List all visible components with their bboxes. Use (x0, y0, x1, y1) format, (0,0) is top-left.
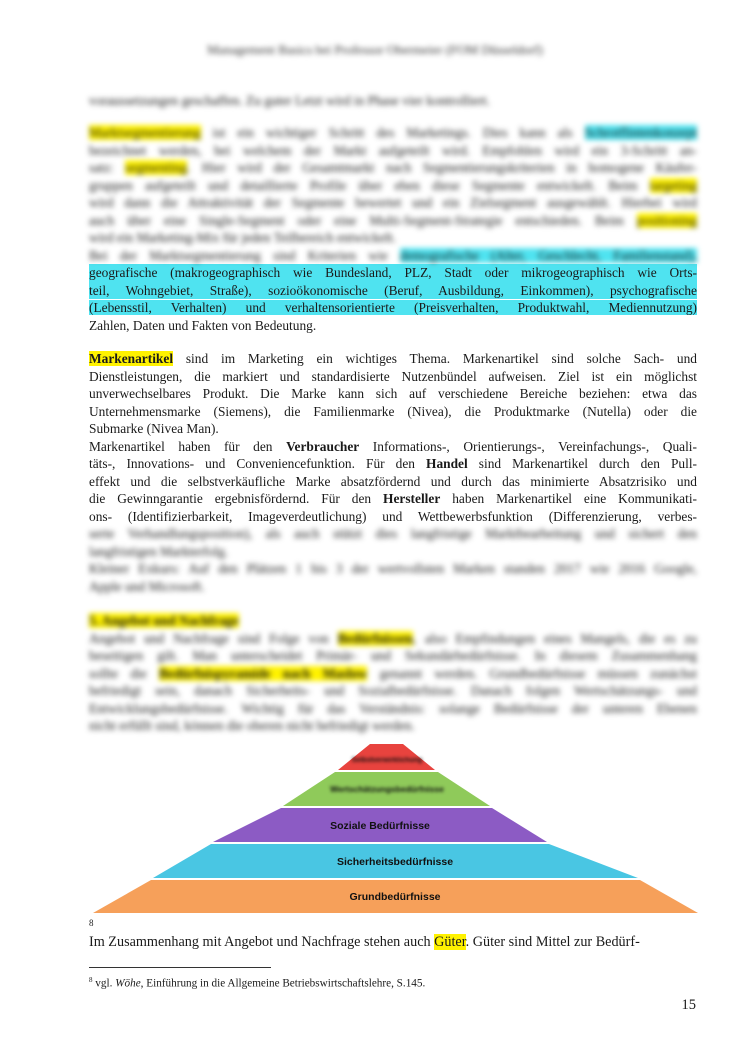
text-line: effekt und die selbstverkäufliche Marke absatzfördernd und durch das minimierte Absatzrisiko und (89, 473, 697, 489)
text-line: teil, Wohngebiet, Straße), sozioökonomische (Beruf, Ausbildung, Einkommen), psychografische (89, 282, 697, 298)
pyramid-label: Soziale Bedürfnisse (330, 820, 430, 832)
text-line: gruppen aufgeteilt und detaillierte Profile über eben diese Segmente entwickelt. Beim targeting (89, 177, 697, 193)
text-line: langfristigen Markterfolg. (89, 543, 229, 559)
text-line: Submarke (Nivea Man). (89, 421, 219, 436)
text-line: Bei der Marktsegmentierung sind Kriterien wie demografische (Alter, Geschlecht, Familienstand), (89, 247, 697, 263)
footnote: $^8$ vgl. Wöhe, Einführung in die Allgemeine Betriebswirtschaftslehre, S.145. (89, 976, 426, 990)
pyramid-label: Sicherheitsbedürfnisse (336, 856, 454, 868)
paragraph-intro: voraussetzungen geschaffen. Zu guter Letzt wird in Phase vier kontrolliert. (89, 93, 490, 108)
footnote-separator (89, 967, 271, 968)
text-line: Markenartikel haben für den Verbraucher Informations-, Orientierungs-, Vereinfachungs-, Quali- (89, 438, 697, 454)
section-heading: 5. Angebot und Nachfrage (89, 613, 239, 628)
highlight-term: targeting (649, 177, 697, 193)
text-line: Unternehmensmarke (Siemens), die Familienmarke (Nivea), die Produktmarke (Nutella) oder die (89, 403, 697, 419)
highlight-term: positioning (636, 212, 697, 228)
highlight-term: Marktsegmentierung (89, 125, 201, 140)
text-line: Dienstleistungen, die markiert und standardisierte Nutzenbündel aufweisen. Ziel ist ein möglichst (89, 368, 697, 384)
text-line: geografische (makrogeographisch wie Bundesland, PLZ, Stadt oder mikrogeographisch wie Orts- (89, 265, 697, 280)
text-line: Marktsegmentierung ist ein wichtiger Schritt des Marketings. Dies kann als Schrotflintenkonzept (89, 125, 697, 140)
page-number: 15 (681, 997, 696, 1013)
footnote-marker: 8 (89, 918, 94, 928)
text-line: beseitigen gilt. Man unterscheidet Primär- und Sekundärbedürfnisse. In diesem Zusammenhang (89, 648, 697, 663)
text-line: ons- (Identifizierbarkeit, Imageverdeutlichung) und Wettbewerbsfunktion (Differenzierung, verbes- (89, 508, 697, 524)
page-header: Management Basics bei Professor Obermeier (FOM Düsseldorf) (207, 42, 543, 57)
pyramid-label: Wertschätzungsbedürfnisse (330, 784, 444, 794)
text-line: Zahlen, Daten und Fakten von Bedeutung. (89, 317, 317, 333)
highlight-term: segmenting (125, 160, 187, 175)
text-line: befriedigt sein, danach Sicherheits- und Sozialbedürfnisse. Danach folgen Wertschätzungs- und (89, 683, 697, 698)
text-line: sollte die Bedürfnispyramide nach Maslow genannt werden. Grundbedürfnisse müssen zunächst (89, 665, 697, 681)
highlight-term: Markenartikel (89, 351, 174, 366)
text-line: die Gewinngarantie ergebnisfördernd. Für den Hersteller haben Markenartikel eine Kommunikati- (89, 491, 697, 506)
closing-sentence: Im Zusammenhang mit Angebot und Nachfrage stehen auch Güter. Güter sind Mittel zur Bedürf- (89, 934, 640, 950)
highlight-term: demografische (Alter, Geschlecht, Familienstand), (400, 247, 697, 263)
text-line: Entwicklungsbedürfnisse. Wichtig für das Verständnis: solange Bedürfnisse der unteren Ebenen (89, 700, 697, 716)
text-line: nicht erfüllt sind, können die oberen nicht befriedigt werden. (89, 718, 415, 733)
text-line: satz: segmenting. Hier wird der Gesamtmarkt nach Segmentierungskriterien in homogene Käufer- (89, 160, 697, 175)
text-line: Kleiner Exkurs: Auf den Plätzen 1 bis 3 der wertvollsten Marken standen 2017 wie 2016 Google, (89, 561, 697, 576)
text-line: Apple und Microsoft. (89, 578, 205, 594)
text-line: unverwechselbares Produkt. Die Marke kann sich auf verschiedene Bereiche beziehen: etwa das (89, 386, 697, 401)
highlight-term: Bedürfnissen (337, 630, 413, 646)
highlight-term: Bedürfnispyramide nach Maslow (158, 665, 368, 681)
text-line: Markenartikel sind im Marketing ein wichtiges Thema. Markenartikel sind solche Sach- und (89, 351, 697, 366)
text-line: täts-, Innovations- und Conveniencefunktion. Für den Handel sind Markenartikel durch den Pull- (89, 456, 697, 471)
text-line: auch über eine Single-Segment oder eine Multi-Segment-Strategie entschieden. Beim positioning (89, 212, 697, 228)
text-line: Angebot und Nachfrage sind Folge von Bedürfnissen, also Empfindungen eines Mangels, die es zu (89, 630, 697, 646)
highlight-term: Schrotflintenkonzept (584, 125, 697, 140)
text-line: bezeichnet werden, bei welchem der Markt aufgeteilt wird. Empfohlen wird ein 3-Schritt an- (89, 142, 697, 158)
pyramid-label: Grundbedürfnisse (349, 891, 441, 903)
text-line: serte Verhandlungsposition), als auch stützt dies langfristige Marktbearbeitung und sichert den (89, 526, 697, 541)
text-line: wird ein Marketing-Mix für jeden Teilbereich entwickelt. (89, 230, 397, 245)
highlight-term: Güter (434, 934, 466, 950)
text-line: (Lebensstil, Verhalten) und verhaltensorientierte (Preisverhalten, Produktwahl, Mediennutzung) (89, 300, 697, 315)
pyramid-label: Selbstverwirklichung (351, 757, 423, 764)
text-line: wird dann die Attraktivität der Segmente bewertet und ein Zielsegment ausgewählt. Hierbei wird (89, 195, 697, 210)
